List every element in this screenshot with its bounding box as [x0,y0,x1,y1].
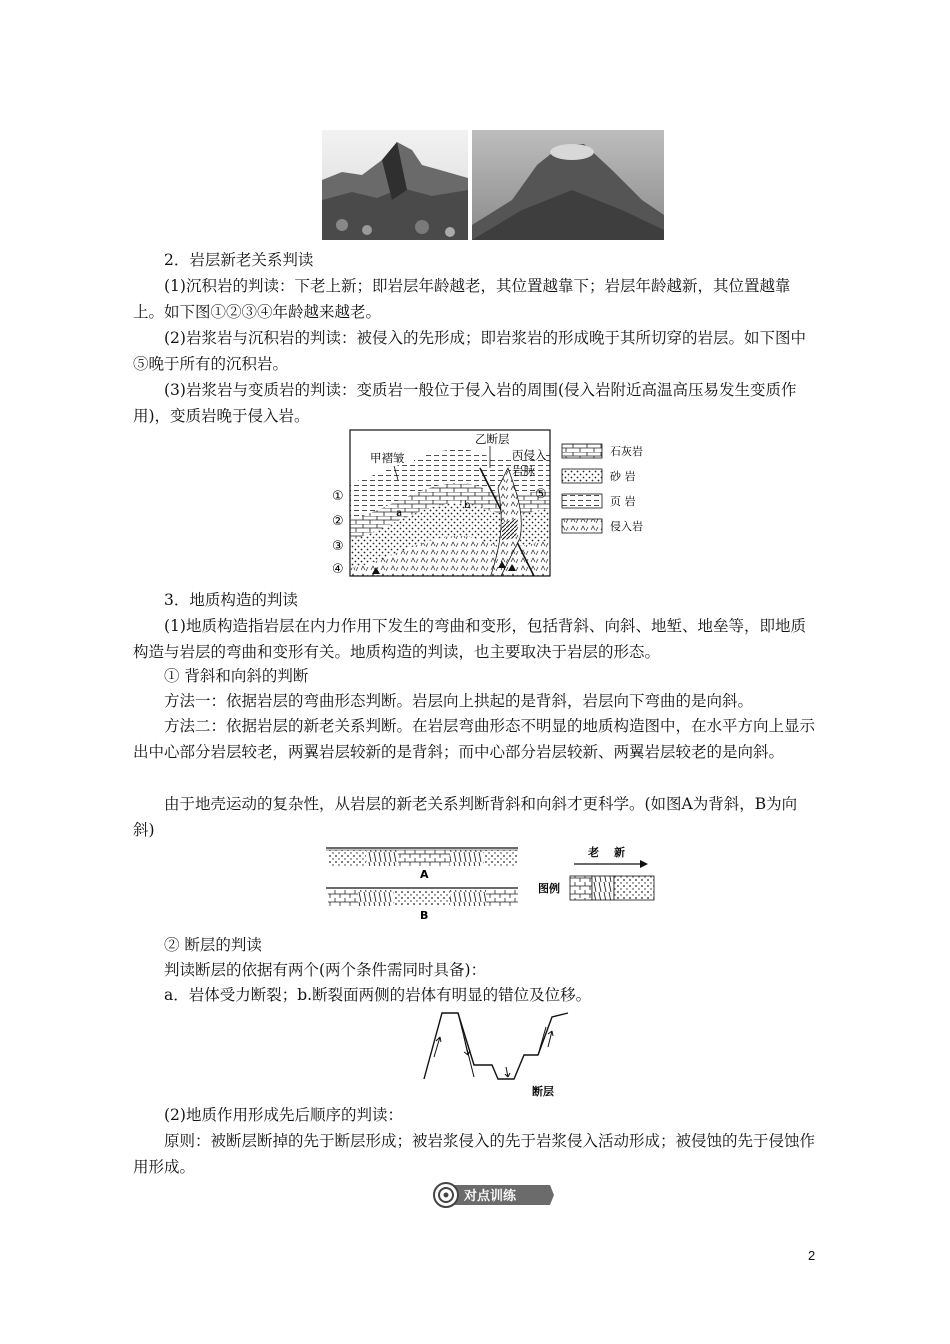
photos-figure [322,130,664,244]
section3-principle: 原则：被断层断掉的先于断层形成；被岩浆侵入的先于岩浆侵入活动形成；被侵蚀的先于侵蚀作用形成。 [133,1132,816,1176]
legend-swatch-limestone [562,444,602,458]
label-intrusion-2: 岩脉 [512,464,535,478]
label-layer-2: ② [332,514,344,529]
label-fault: 乙断层 [475,432,510,446]
fold-figure [322,842,667,928]
section3-heading: 3．地质构造的判读 [164,591,298,609]
label-layer-3: ③ [332,539,344,554]
section3-method-1: 方法一：依据岩层的弯曲形态判断。岩层向上拱起的是背斜，岩层向下弯曲的是向斜。 [164,692,754,710]
section2-paragraph-2: (2)岩浆岩与沉积岩的判读：被侵入的先形成；即岩浆岩的形成晚于其所切穿的岩层。如下图中⑤晚于所有的沉积岩。 [133,329,806,373]
legend-limestone: 石灰岩 [610,445,643,458]
section2-paragraph-3: (3)岩浆岩与变质岩的判读：变质岩一般位于侵入岩的周围(侵入岩附近高温高压易发生变质作用)，变质岩晚于侵入岩。 [133,381,797,425]
legend-swatch-igneous [562,519,602,533]
section3-paragraph-3: (2)地质作用形成先后顺序的判读： [164,1106,403,1124]
fault-diagram [420,1007,570,1099]
strata-diagram [330,428,660,580]
section3-fault-criteria: 判读断层的依据有两个(两个条件需同时具备)： [164,961,487,979]
badge-label: 对点训练 [464,1189,517,1204]
arrow-old: 老 [588,846,599,859]
label-intrusion-1: 丙侵入 [512,448,547,462]
label-layer-1: ① [332,489,344,504]
section2-heading: 2．岩层新老关系判读 [164,251,314,269]
legend-shale: 页 岩 [610,495,636,508]
label-b: b [464,500,471,511]
section3-paragraph-2: 由于地壳运动的复杂性，从岩层的新老关系判断背斜和向斜才更科学。(如图A为背斜，B为向斜) [133,795,798,839]
legend-swatch-shale [562,494,602,508]
strata-figure [330,428,660,584]
legend-sandstone: 砂 岩 [610,470,636,483]
section3-subheading-2: ② 断层的判读 [164,936,262,954]
page-number: 2 [808,1248,816,1263]
fold-diagram [322,842,667,924]
section2-paragraph-1: (1)沉积岩的判读：下老上新；即岩层年龄越老，其位置越靠下；岩层年龄越新，其位置越靠上。如下图①②③④年龄越来越老。 [133,277,791,321]
label-a: a [396,508,403,519]
section3-fault-conditions: a．岩体受力断裂；b.断裂面两侧的岩体有明显的错位及位移。 [164,986,592,1004]
legend-title: 图例 [538,882,560,895]
label-fold: 甲褶皱 [370,451,405,465]
arrow-new: 新 [614,846,625,859]
section3-subheading-1: ① 背斜和向斜的判断 [164,667,309,685]
fault-figure [420,1007,570,1103]
section3-method-2: 方法二：依据岩层的新老关系判断。在岩层弯曲形态不明显的地质构造图中，在水平方向上显示出中心部分岩层较老，两翼岩层较新的是背斜；而中心部分岩层较新、两翼岩层较老的是向斜。 [133,717,816,761]
label-layer-4: ④ [332,562,344,577]
fault-profile [424,1013,568,1079]
section3-paragraph-1: (1)地质构造指岩层在内力作用下发生的弯曲和变形，包括背斜、向斜、地堑、地垒等，即地质构造与岩层的弯曲和变形有关。地质构造的判读，也主要取决于岩层的形态。 [133,617,806,661]
legend-swatch-sandstone [562,469,602,483]
fault-caption: 断层 [532,1085,554,1098]
label-layer-5: ⑤ [535,487,547,502]
label-B: B [420,909,429,922]
practice-badge [432,1181,556,1213]
landform-photos [322,130,664,240]
label-A: A [420,868,429,881]
legend-igneous: 侵入岩 [610,520,643,533]
